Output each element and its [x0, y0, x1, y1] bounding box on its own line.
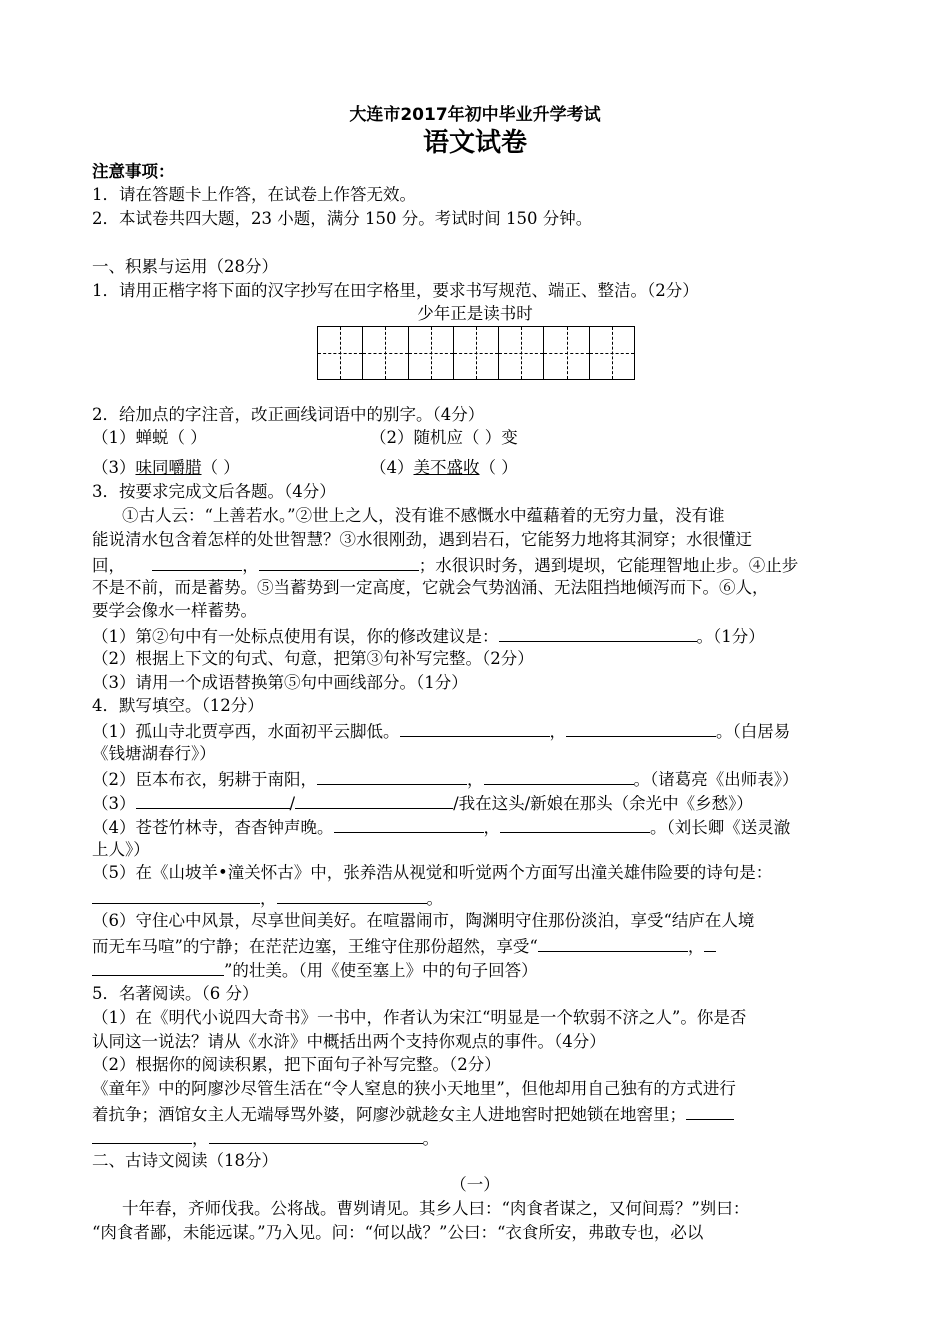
q2-num: （4）	[370, 458, 414, 477]
answer-blank[interactable]	[92, 957, 224, 976]
grid-cell[interactable]	[318, 327, 363, 379]
q5-line	[92, 1101, 734, 1127]
passage-line	[92, 552, 798, 578]
q4-line	[92, 933, 716, 959]
q4-line	[92, 885, 443, 911]
q3-text: 。（1分）	[696, 627, 765, 646]
punct: ，	[242, 556, 259, 575]
answer-blank[interactable]	[92, 885, 260, 904]
answer-blank[interactable]	[295, 790, 453, 809]
section-heading: 二、古诗文阅读（18分）	[92, 1151, 278, 1170]
q4-text: （1）孤山寺北贾亭西，水面初平云脚低。	[92, 722, 400, 741]
q4-line	[92, 957, 538, 983]
exam-title: 大连市2017年初中毕业升学考试	[349, 105, 601, 125]
punct: /	[289, 794, 296, 813]
q5-line: （1）在《明代小说四大奇书》一书中，作者认为宋江“明显是一个软弱不济之人”。你是否	[92, 1008, 747, 1027]
answer-blank[interactable]	[277, 885, 427, 904]
q2-item-1: （1）蝉蜕（ ）	[92, 428, 207, 447]
passage-line: 要学会像水一样蓄势。	[92, 601, 257, 620]
question-3-prompt: 3．按要求完成文后各题。（4分）	[92, 482, 336, 501]
passage-text: 回，	[92, 556, 125, 575]
grid-cell[interactable]	[590, 327, 634, 379]
q4-line	[92, 790, 753, 816]
q2-item-4	[370, 456, 518, 480]
answer-blank[interactable]	[686, 1101, 734, 1120]
q4-text: （4）苍苍竹林寺，杳杳钟声晚。	[92, 818, 334, 837]
question-1-prompt: 1．请用正楷字将下面的汉字抄写在田字格里，要求书写规范、端正、整洁。（2分）	[92, 281, 699, 300]
underlined-word: 美不盛收	[413, 458, 480, 477]
q4-text: （3）	[92, 794, 136, 813]
punct: ，	[192, 1129, 209, 1148]
q4-line	[92, 814, 790, 840]
passage-line: 不是不前，而是蓄势。⑤当蓄势到一定高度，它就会气势汹涌、无法阻挡地倾泻而下。⑥人，	[92, 578, 769, 597]
answer-blank[interactable]	[704, 933, 716, 952]
notice-item: 1．请在答题卡上作答，在试卷上作答无效。	[92, 185, 416, 204]
question-2-prompt: 2．给加点的字注音，改正画线词语中的别字。（4分）	[92, 405, 485, 424]
answer-blank[interactable]	[259, 552, 419, 571]
answer-blank[interactable]	[500, 814, 650, 833]
q5-line	[92, 1125, 439, 1151]
punct: ，	[549, 722, 566, 741]
q5-line: （2）根据你的阅读积累，把下面句子补写完整。（2分）	[92, 1055, 501, 1074]
question-4-prompt: 4．默写填空。（12分）	[92, 696, 264, 715]
grid-cell[interactable]	[409, 327, 454, 379]
answer-blank[interactable]	[566, 718, 716, 737]
q3-sub-3: （3）请用一个成语替换第⑤句中画线部分。（1分）	[92, 673, 468, 692]
q3-sub-1	[92, 623, 765, 649]
answer-blank[interactable]	[209, 1125, 423, 1144]
answer-blank[interactable]	[499, 623, 697, 642]
q4-text: 而无车马喧”的宁静；在茫茫边塞，王维守住那份超然，享受“	[92, 937, 538, 956]
notice-item: 2．本试卷共四大题，23 小题，满分 150 分。考试时间 150 分钟。	[92, 209, 593, 228]
q4-text: 。（诸葛亮《出师表》）	[633, 770, 799, 789]
answer-blank[interactable]	[484, 766, 634, 785]
grid-cell[interactable]	[544, 327, 589, 379]
question-5-prompt: 5．名著阅读。（6 分）	[92, 984, 259, 1003]
copy-sentence: 少年正是读书时	[417, 304, 533, 323]
subsection-heading: （一）	[450, 1175, 500, 1194]
q5-line: 认同这一说法？请从《水浒》中概括出两个支持你观点的事件。（4分）	[92, 1032, 606, 1051]
answer-blank[interactable]	[400, 718, 550, 737]
q4-text: 。（白居易	[716, 722, 791, 741]
q4-line: 上人》）	[92, 840, 150, 859]
answer-blank[interactable]	[136, 790, 290, 809]
answer-blank[interactable]	[317, 766, 467, 785]
punct: ，	[483, 818, 500, 837]
grid-cell[interactable]	[454, 327, 499, 379]
grid-cell[interactable]	[499, 327, 544, 379]
punct: ，	[260, 889, 277, 908]
punct: ，	[687, 937, 705, 956]
q5-text: 着抗争；酒馆女主人无端辱骂外婆，阿廖沙就趁女主人进地窖时把她锁在地窖里；	[92, 1105, 686, 1124]
q2-item-2: （2）随机应（ ）变	[370, 428, 518, 447]
q3-text: （1）第②句中有一处标点使用有误，你的修改建议是：	[92, 627, 499, 646]
q4-line: 《钱塘湖春行》）	[92, 744, 216, 763]
answer-blank[interactable]	[538, 933, 688, 952]
underlined-word: 味同嚼腊	[135, 458, 202, 477]
q2-num: （3）	[92, 458, 136, 477]
answer-blank[interactable]	[334, 814, 484, 833]
q4-text: /我在这头/新娘在那头（余光中《乡愁》）	[453, 794, 753, 813]
q4-line: （5）在《山坡羊•潼关怀古》中，张养浩从视觉和听觉两个方面写出潼关雄伟险要的诗句是：	[92, 863, 773, 882]
punct: 。	[426, 889, 443, 908]
classical-text-line: 十年春，齐师伐我。公将战。曹刿请见。其乡人曰：“肉食者谋之，又何间焉？”刿曰：	[122, 1199, 750, 1218]
answer-blank[interactable]	[92, 1125, 192, 1144]
section-heading: 一、积累与运用（28分）	[92, 257, 278, 276]
answer-paren: （ ）	[201, 458, 240, 477]
q4-line	[92, 718, 790, 744]
exam-subtitle: 语文试卷	[422, 128, 527, 158]
passage-text: ；水很识时务，遇到堤坝，它能理智地止步。④止步	[418, 556, 799, 575]
passage-line: ①古人云：“上善若水。”②世上之人，没有谁不感慨水中蕴藉着的无穷力量，没有谁	[122, 506, 725, 525]
tianzige-grid[interactable]	[317, 326, 635, 380]
q4-text: ”的壮美。（用《使至塞上》中的句子回答）	[224, 961, 538, 980]
answer-paren: （ ）	[479, 458, 518, 477]
q4-line: （6）守住心中风景，尽享世间美好。在喧嚣闹市，陶渊明守住那份淡泊，享受“结庐在人境	[92, 911, 755, 930]
q4-text: 。（刘长卿《送灵澈	[650, 818, 791, 837]
passage-line: 能说清水包含着怎样的处世智慧？③水很刚劲，遇到岩石，它能努力地将其洞穿；水很懂迂	[92, 530, 752, 549]
notice-heading: 注意事项：	[92, 162, 175, 181]
punct: ，	[467, 770, 484, 789]
q5-line: 《童年》中的阿廖沙尽管生活在“令人窒息的狭小天地里”，但他却用自己独有的方式进行	[92, 1079, 736, 1098]
punct: 。	[422, 1129, 439, 1148]
q2-item-3	[92, 456, 240, 480]
q4-line	[92, 766, 799, 792]
q3-sub-2: （2）根据上下文的句式、句意，把第③句补写完整。（2分）	[92, 649, 534, 668]
answer-blank[interactable]	[152, 552, 242, 571]
classical-text-line: “肉食者鄙，未能远谋。”乃入见。问：“何以战？”公曰：“衣食所安，弗敢专也，必以	[92, 1223, 704, 1242]
grid-cell[interactable]	[363, 327, 408, 379]
q4-text: （2）臣本布衣，躬耕于南阳，	[92, 770, 317, 789]
